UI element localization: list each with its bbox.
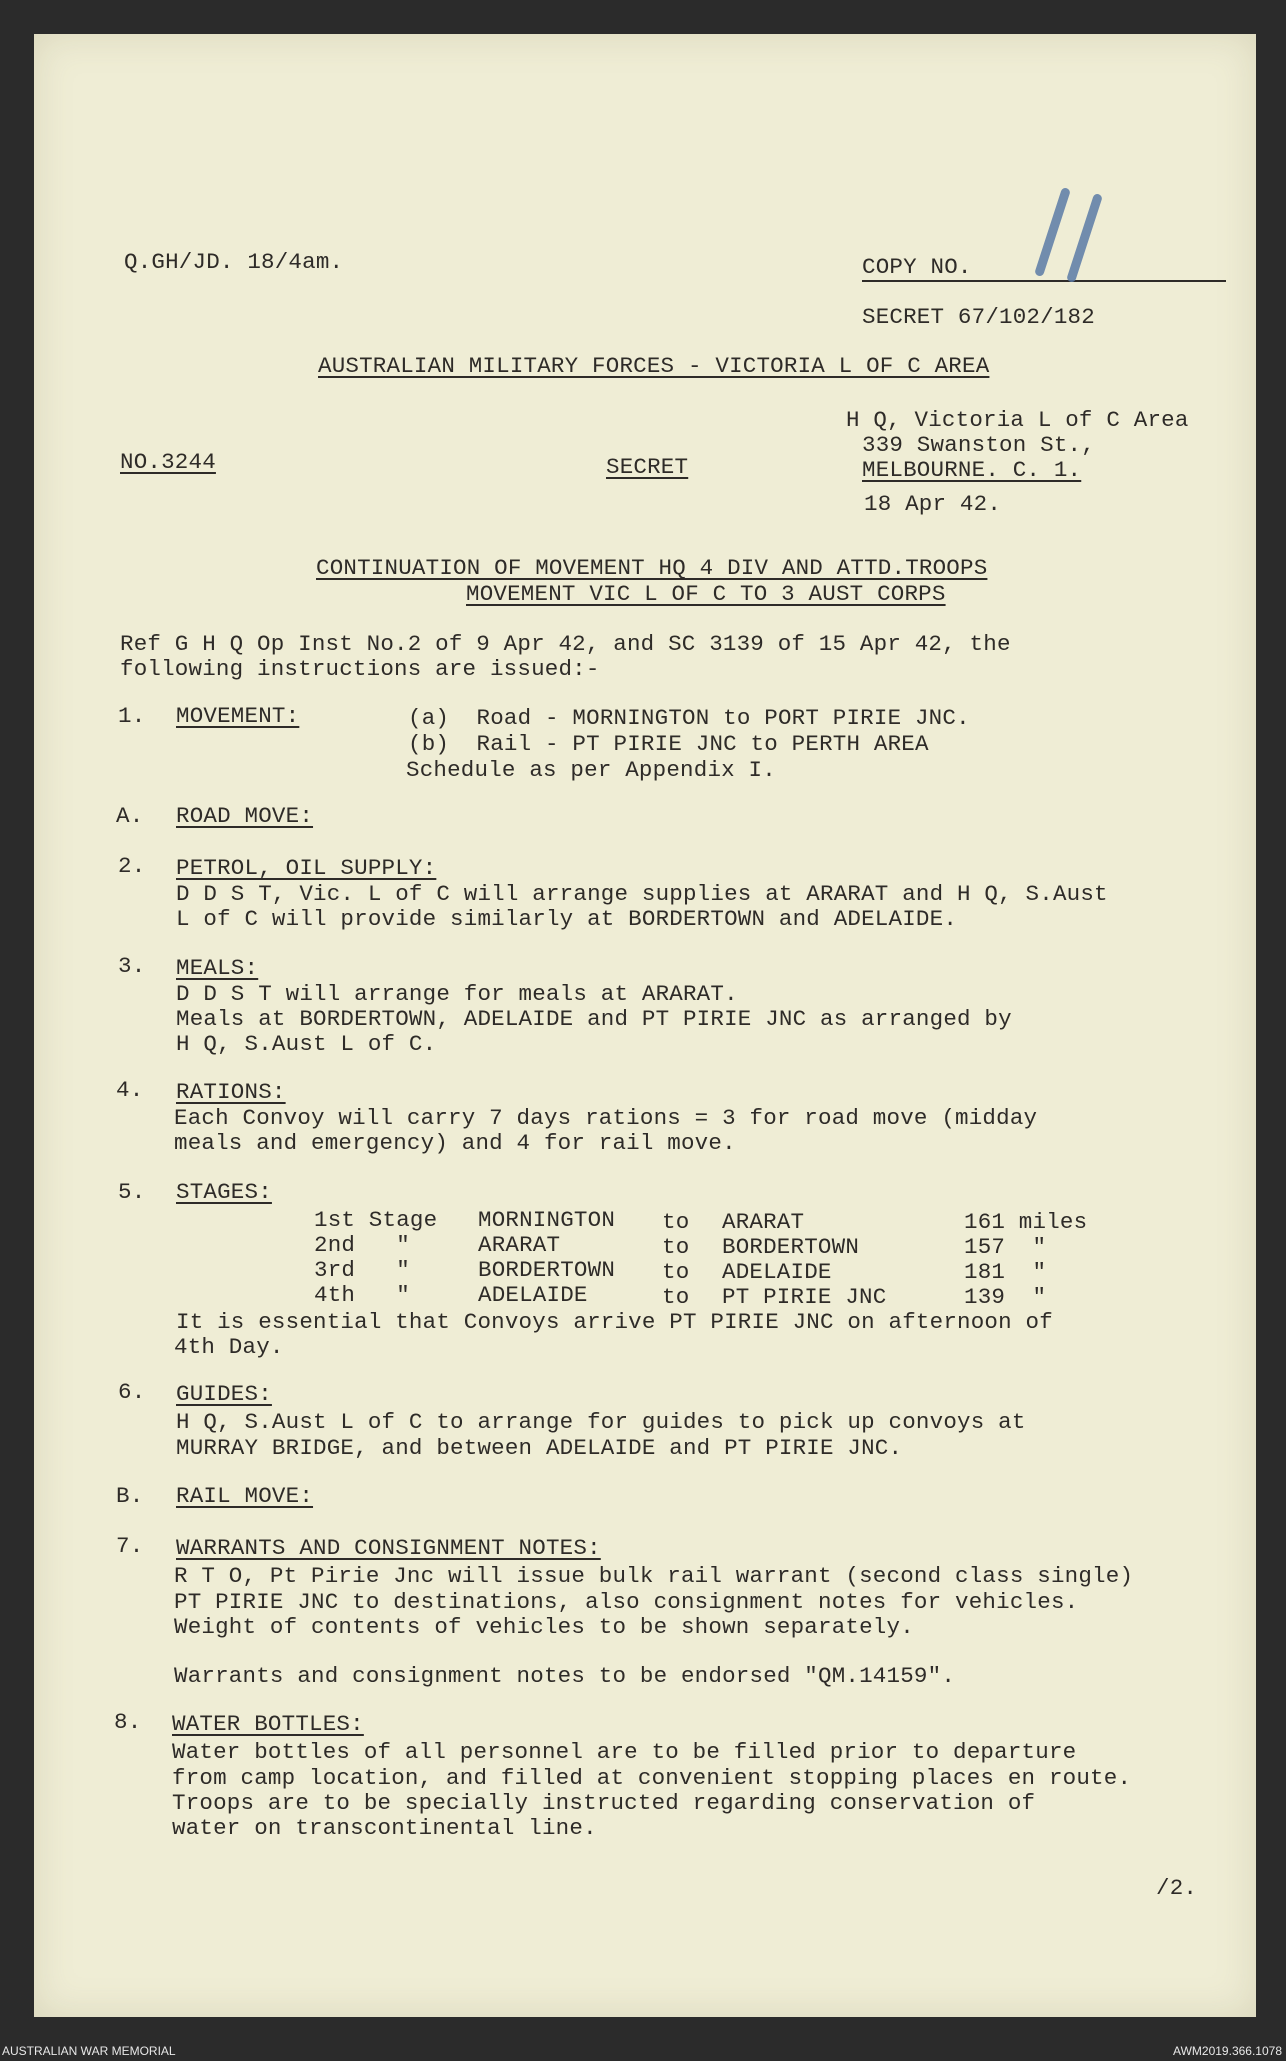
- stage-origin: MORNINGTON: [478, 1207, 616, 1233]
- address-line-3: MELBOURNE. C. 1.: [862, 457, 1082, 483]
- para-number: 4.: [116, 1077, 144, 1103]
- intro-line-2: following instructions are issued:-: [120, 656, 600, 682]
- stage-to: to: [662, 1259, 690, 1285]
- section-heading: ROAD MOVE:: [176, 803, 314, 829]
- secret-reference: SECRET 67/102/182: [862, 304, 1095, 330]
- classification: SECRET: [606, 454, 689, 480]
- para-text: D D S T will arrange for meals at ARARAT.: [176, 981, 738, 1007]
- para-text: from camp location, and filled at convenient stopping places en route.: [172, 1765, 1132, 1791]
- para-heading: WATER BOTTLES:: [172, 1711, 364, 1737]
- copy-number-label: COPY NO.: [862, 254, 972, 280]
- subject-line-2: MOVEMENT VIC L OF C TO 3 AUST CORPS: [466, 581, 946, 607]
- stage-label: 4th ": [314, 1282, 410, 1308]
- para-heading: STAGES:: [176, 1179, 272, 1205]
- document-date: 18 Apr 42.: [864, 491, 1002, 517]
- para-text: Troops are to be specially instructed regarding conservation of: [172, 1790, 1036, 1816]
- para-text: water on transcontinental line.: [172, 1815, 597, 1841]
- para-number: 1.: [118, 703, 146, 729]
- para-text: R T O, Pt Pirie Jnc will issue bulk rail warrant (second class single): [174, 1563, 1134, 1589]
- para-heading: GUIDES:: [176, 1381, 272, 1407]
- stage-to: to: [662, 1234, 690, 1260]
- para-text: 4th Day.: [174, 1334, 284, 1360]
- para-text: PT PIRIE JNC to destinations, also consignment notes for vehicles.: [174, 1589, 1079, 1615]
- para-number: 3.: [118, 953, 146, 979]
- organisation-title: AUSTRALIAN MILITARY FORCES - VICTORIA L OF C AREA: [318, 353, 990, 379]
- file-reference: Q.GH/JD. 18/4am.: [124, 249, 344, 275]
- footer-accession: AWM2019.366.1078: [1173, 2044, 1282, 2058]
- page-continuation-marker: /2.: [1156, 1875, 1198, 1901]
- movement-item-a: (a) Road - MORNINGTON to PORT PIRIE JNC.: [408, 705, 970, 731]
- section-letter: A.: [116, 803, 144, 829]
- para-heading: PETROL, OIL SUPPLY:: [176, 855, 437, 881]
- section-heading: RAIL MOVE:: [176, 1483, 314, 1509]
- para-endorsement: Warrants and consignment notes to be endorsed "QM.14159".: [174, 1663, 956, 1689]
- stage-distance: 161 miles: [964, 1209, 1088, 1235]
- para-text: MURRAY BRIDGE, and between ADELAIDE and PT PIRIE JNC.: [176, 1435, 903, 1461]
- copy-number-handwritten: [1030, 182, 1110, 282]
- stage-origin: ADELAIDE: [478, 1282, 588, 1308]
- para-number: 7.: [116, 1533, 144, 1559]
- stage-to: to: [662, 1209, 690, 1235]
- stage-to: to: [662, 1284, 690, 1310]
- para-text: Each Convoy will carry 7 days rations = 3 for road move (midday: [174, 1105, 1038, 1131]
- para-text: D D S T, Vic. L of C will arrange supplies at ARARAT and H Q, S.Aust: [176, 881, 1108, 907]
- para-text: L of C will provide similarly at BORDERTOWN and ADELAIDE.: [176, 906, 958, 932]
- movement-schedule: Schedule as per Appendix I.: [406, 757, 776, 783]
- stage-destination: ADELAIDE: [722, 1259, 832, 1285]
- para-number: 6.: [118, 1379, 146, 1405]
- document-number: NO.3244: [120, 449, 216, 475]
- stage-destination: PT PIRIE JNC: [722, 1284, 887, 1310]
- stage-origin: ARARAT: [478, 1232, 561, 1258]
- para-number: 5.: [118, 1179, 146, 1205]
- stage-label: 2nd ": [314, 1232, 410, 1258]
- subject-line-1: CONTINUATION OF MOVEMENT HQ 4 DIV AND ATTD.TROOPS: [316, 555, 988, 581]
- para-text: H Q, S.Aust L of C.: [176, 1031, 437, 1057]
- para-heading: MOVEMENT:: [176, 703, 300, 729]
- para-number: 8.: [114, 1709, 142, 1735]
- stage-label: 1st Stage: [314, 1207, 438, 1233]
- intro-line-1: Ref G H Q Op Inst No.2 of 9 Apr 42, and SC 3139 of 15 Apr 42, the: [120, 631, 1011, 657]
- stage-distance: 181 ": [964, 1259, 1047, 1285]
- para-text: Water bottles of all personnel are to be filled prior to departure: [172, 1739, 1077, 1765]
- para-text: meals and emergency) and 4 for rail move.: [174, 1130, 736, 1156]
- para-text: Meals at BORDERTOWN, ADELAIDE and PT PIRIE JNC as arranged by: [176, 1006, 1012, 1032]
- address-line-2: 339 Swanston St.,: [862, 432, 1095, 458]
- para-text: H Q, S.Aust L of C to arrange for guides to pick up convoys at: [176, 1409, 1026, 1435]
- stage-destination: ARARAT: [722, 1209, 805, 1235]
- stage-origin: BORDERTOWN: [478, 1257, 616, 1283]
- address-line-1: H Q, Victoria L of C Area: [846, 407, 1189, 433]
- footer-credit: AUSTRALIAN WAR MEMORIAL: [2, 2044, 176, 2058]
- para-heading: MEALS:: [176, 955, 259, 981]
- para-text: Weight of contents of vehicles to be shown separately.: [174, 1614, 914, 1640]
- para-number: 2.: [118, 853, 146, 879]
- section-letter: B.: [116, 1483, 144, 1509]
- stage-distance: 139 ": [964, 1284, 1047, 1310]
- stage-destination: BORDERTOWN: [722, 1234, 860, 1260]
- para-heading: WARRANTS AND CONSIGNMENT NOTES:: [176, 1535, 601, 1561]
- stage-distance: 157 ": [964, 1234, 1047, 1260]
- movement-item-b: (b) Rail - PT PIRIE JNC to PERTH AREA: [408, 731, 929, 757]
- para-heading: RATIONS:: [176, 1079, 286, 1105]
- stage-label: 3rd ": [314, 1257, 410, 1283]
- para-text: It is essential that Convoys arrive PT PIRIE JNC on afternoon of: [176, 1309, 1053, 1335]
